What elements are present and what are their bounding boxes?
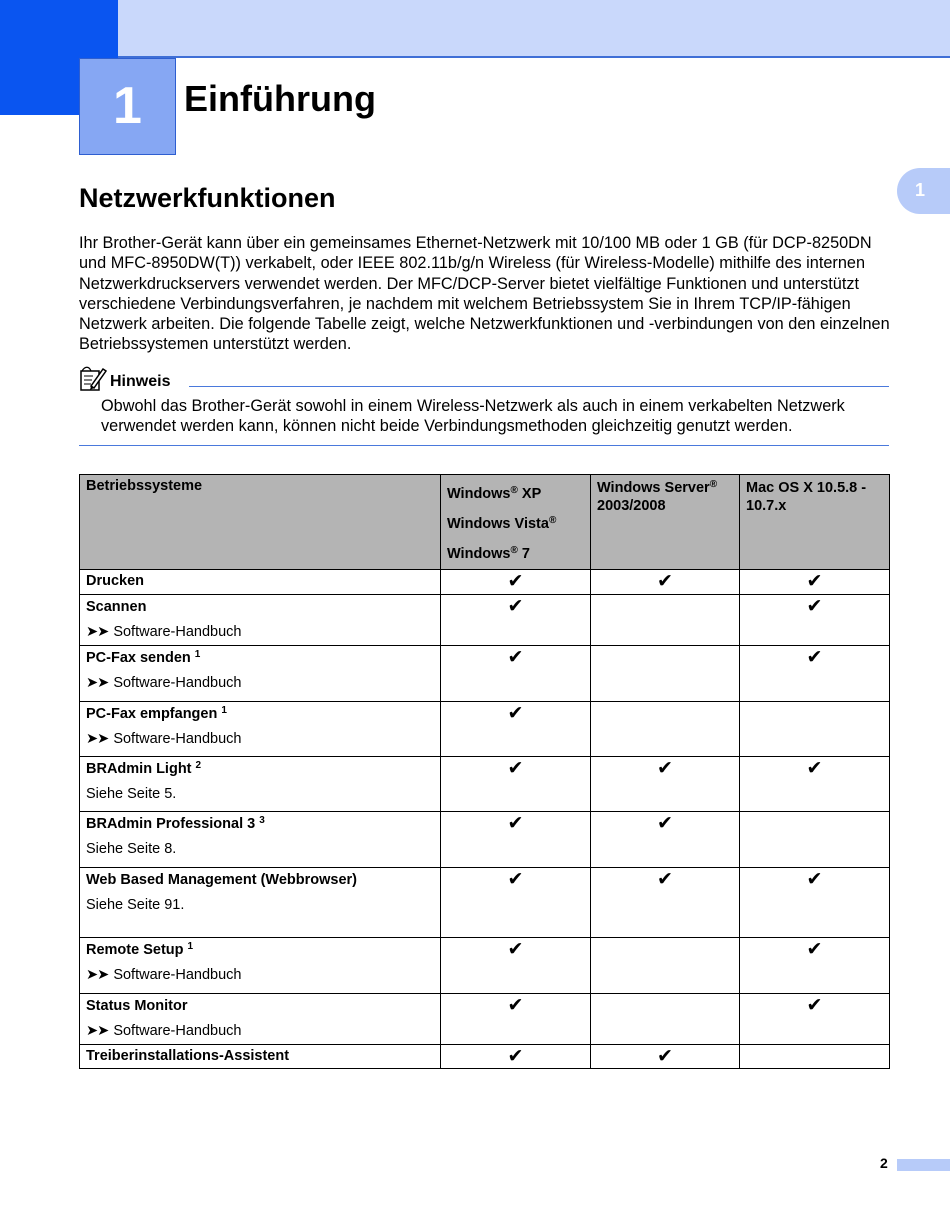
checkmark-icon: ✔ (507, 1045, 524, 1067)
feature-cell (80, 702, 441, 757)
support-cell-mac (740, 595, 890, 646)
table-row (80, 595, 890, 646)
header-band (0, 0, 950, 58)
checkmark-icon: ✔ (657, 812, 673, 834)
support-cell-win (441, 702, 591, 757)
checkmark-icon: ✔ (507, 702, 524, 724)
feature-name: Drucken (86, 573, 145, 589)
support-cell-mac (740, 994, 890, 1045)
checkmark-icon: ✔ (657, 570, 673, 592)
note-pencil-icon (79, 366, 107, 392)
header-windows-client (441, 475, 591, 570)
checkmark-icon: ✔ (657, 1045, 673, 1067)
support-cell-mac (740, 570, 890, 595)
support-cell-server (591, 702, 740, 757)
support-cell-win (441, 994, 591, 1045)
support-cell-mac (740, 646, 890, 702)
checkmark-icon: ✔ (806, 570, 823, 592)
chapter-side-tab: 1 (897, 168, 950, 214)
checkmark-icon: ✔ (507, 938, 524, 960)
support-cell-server (591, 595, 740, 646)
table-row (80, 938, 890, 994)
checkmark-icon: ✔ (657, 868, 673, 890)
feature-name: BRAdmin Professional 3 $^3$ (86, 815, 265, 832)
double-arrow-icon: ➤➤ (86, 1023, 109, 1039)
support-cell-server (591, 757, 740, 812)
note-divider-bottom (79, 445, 889, 446)
header-mac-os: Mac OS X 10.5.8 - 10.7.x (740, 475, 890, 570)
checkmark-icon: ✔ (806, 757, 823, 779)
header-win-xp: Windows® XP (447, 485, 542, 502)
checkmark-icon: ✔ (806, 994, 823, 1016)
network-features-table (79, 474, 890, 1069)
checkmark-icon: ✔ (507, 757, 524, 779)
note-label: Hinweis (110, 373, 171, 390)
support-cell-mac (740, 1045, 890, 1069)
feature-cell (80, 757, 441, 812)
page-reference: Siehe Seite 5. (86, 786, 177, 802)
feature-cell (80, 646, 441, 702)
checkmark-icon: ✔ (806, 595, 823, 617)
feature-cell (80, 938, 441, 994)
footnote-marker: 3 (259, 815, 265, 826)
table-row (80, 570, 890, 595)
feature-name: Scannen (86, 599, 147, 615)
checkmark-icon: ✔ (806, 646, 823, 668)
support-cell-server (591, 938, 740, 994)
support-cell-server (591, 994, 740, 1045)
footnote-marker: 2 (195, 760, 202, 771)
feature-name: PC-Fax empfangen $^1$ (86, 705, 227, 722)
checkmark-icon: ✔ (806, 938, 823, 960)
support-cell-win (441, 1045, 591, 1069)
page-number: 2 (880, 1155, 888, 1171)
table-header-row (80, 475, 890, 570)
table-row (80, 702, 890, 757)
feature-name: BRAdmin Light $^2$ (86, 760, 202, 777)
table-row (80, 646, 890, 702)
checkmark-icon: ✔ (507, 994, 524, 1016)
support-cell-server (591, 1045, 740, 1069)
manual-reference: ➤➤ Software-Handbuch (86, 967, 242, 983)
footnote-marker: 1 (221, 705, 227, 716)
support-cell-win (441, 812, 591, 868)
support-cell-win (441, 938, 591, 994)
support-cell-server (591, 570, 740, 595)
support-cell-server (591, 868, 740, 938)
feature-cell (80, 994, 441, 1045)
header-win-7: Windows® 7 (447, 545, 530, 562)
support-cell-server (591, 812, 740, 868)
note-text: Obwohl das Brother-Gerät sowohl in einem Wireless-Netzwerk als auch in einem verkabelten Netzwerk verwendet werden kann, können nicht beide Verbindungsmethoden gleichzeitig genutzt werden. (101, 397, 845, 436)
table-row (80, 994, 890, 1045)
double-arrow-icon: ➤➤ (86, 967, 109, 983)
checkmark-icon: ✔ (657, 757, 673, 779)
support-cell-mac (740, 702, 890, 757)
section-title: Netzwerkfunktionen (79, 183, 336, 213)
double-arrow-icon: ➤➤ (86, 731, 109, 747)
footnote-marker: 1 (187, 941, 194, 952)
feature-cell (80, 868, 441, 938)
feature-name: PC-Fax senden $^1$ (86, 649, 201, 666)
support-cell-mac (740, 812, 890, 868)
feature-cell (80, 1045, 441, 1069)
checkmark-icon: ✔ (507, 570, 524, 592)
support-cell-win (441, 595, 591, 646)
table-row (80, 1045, 890, 1069)
manual-reference: ➤➤ Software-Handbuch (86, 731, 242, 747)
manual-reference: ➤➤ Software-Handbuch (86, 1023, 242, 1039)
footer-bar (897, 1159, 950, 1171)
intro-paragraph: Ihr Brother-Gerät kann über ein gemeinsames Ethernet-Netzwerk mit 10/100 MB oder 1 GB (für DCP-8250DN und MFC-8950DW(T)) verkabelt, oder IEEE 802.11b/g/n Wireless (für Wireless-Modelle) mithilfe des internen Netzwerkdruckservers verwendet werden. Der MFC/DCP-Server bietet vielfältige Funktionen und unterstützt verschiedene Verbindungsverfahren, je nachdem mit welchem Betriebssystem Sie in Ihrem TCP/IP-fähigen Netzwerk arbeiten. Die folgende Tabelle zeigt, welche Netzwerkfunktionen und -verbindungen von den einzelnen Betriebssystemen unterstützt werden. (79, 234, 890, 354)
table-row (80, 868, 890, 938)
double-arrow-icon: ➤➤ (86, 624, 109, 640)
feature-cell (80, 570, 441, 595)
feature-name: Web Based Management (Webbrowser) (86, 872, 357, 888)
support-cell-win (441, 570, 591, 595)
header-windows-server: Windows Server® 2003/2008 (591, 475, 740, 570)
double-arrow-icon: ➤➤ (86, 675, 109, 691)
header-win-vista: Windows Vista® (447, 515, 557, 532)
checkmark-icon: ✔ (507, 868, 524, 890)
support-cell-win (441, 757, 591, 812)
footnote-marker: 1 (194, 649, 201, 660)
manual-reference: ➤➤ Software-Handbuch (86, 675, 242, 691)
page-reference: Siehe Seite 91. (86, 897, 185, 913)
support-cell-mac (740, 938, 890, 994)
checkmark-icon: ✔ (806, 868, 823, 890)
support-cell-win (441, 646, 591, 702)
feature-name: Treiberinstallations-Assistent (86, 1048, 290, 1064)
page-reference: Siehe Seite 8. (86, 841, 177, 857)
support-cell-server (591, 646, 740, 702)
support-cell-win (441, 868, 591, 938)
feature-cell (80, 812, 441, 868)
chapter-title: Einführung (184, 78, 376, 119)
note-divider-top (189, 386, 889, 387)
table-row (80, 812, 890, 868)
chapter-number: 1 (79, 58, 176, 155)
support-cell-mac (740, 757, 890, 812)
header-os: Betriebssysteme (80, 475, 441, 570)
checkmark-icon: ✔ (507, 646, 524, 668)
manual-reference: ➤➤ Software-Handbuch (86, 624, 242, 640)
feature-name: Status Monitor (86, 998, 188, 1014)
feature-cell (80, 595, 441, 646)
checkmark-icon: ✔ (507, 595, 524, 617)
feature-name: Remote Setup $^1$ (86, 941, 194, 958)
checkmark-icon: ✔ (507, 812, 524, 834)
support-cell-mac (740, 868, 890, 938)
table-row (80, 757, 890, 812)
